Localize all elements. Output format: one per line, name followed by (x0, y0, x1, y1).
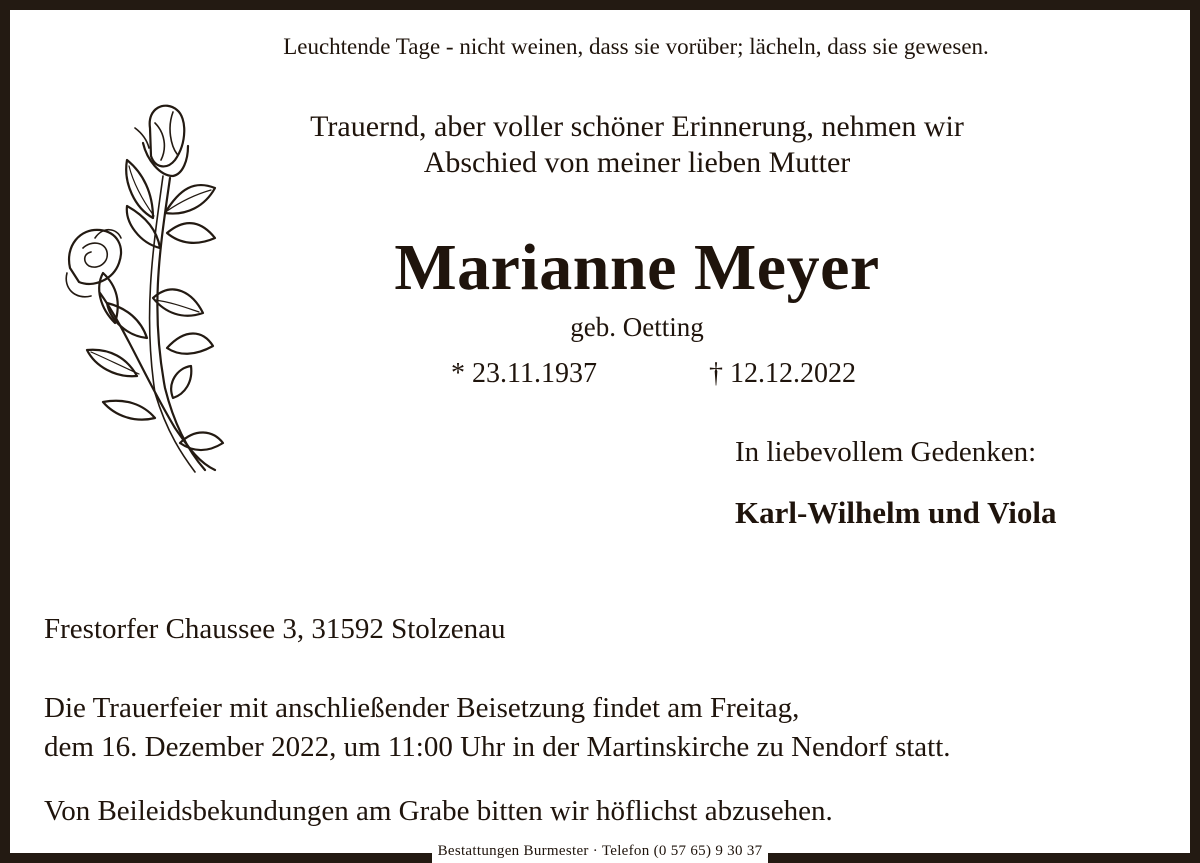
funeral-home-contact: Bestattungen Burmester · Telefon (0 57 65) 9 30 37 (432, 841, 769, 863)
death-date: † 12.12.2022 (709, 358, 856, 389)
condolence-request: Von Beileidsbekundungen am Grabe bitten wir höflichst abzusehen. (44, 795, 833, 827)
maiden-name: geb. Oetting (570, 312, 704, 342)
motto: Leuchtende Tage - nicht weinen, dass sie vorüber; lächeln, dass sie gewesen. (283, 34, 989, 59)
mourners: Karl-Wilhelm und Viola (735, 495, 1057, 530)
service-line-2: dem 16. Dezember 2022, um 11:00 Uhr in der Martinskirche zu Nendorf statt. (44, 731, 951, 763)
intro-line-1: Trauernd, aber voller schöner Erinnerung, nehmen wir (310, 110, 964, 143)
intro-line-2: Abschied von meiner lieben Mutter (423, 146, 851, 179)
deceased-name: Marianne Meyer (394, 231, 880, 304)
footer (0, 841, 1200, 863)
service-line-1: Die Trauerfeier mit anschließender Beisetzung findet am Freitag, (44, 692, 800, 724)
address: Frestorfer Chaussee 3, 31592 Stolzenau (44, 613, 506, 645)
memory-line: In liebevollem Gedenken: (735, 436, 1037, 468)
birth-date: * 23.11.1937 (451, 358, 597, 389)
